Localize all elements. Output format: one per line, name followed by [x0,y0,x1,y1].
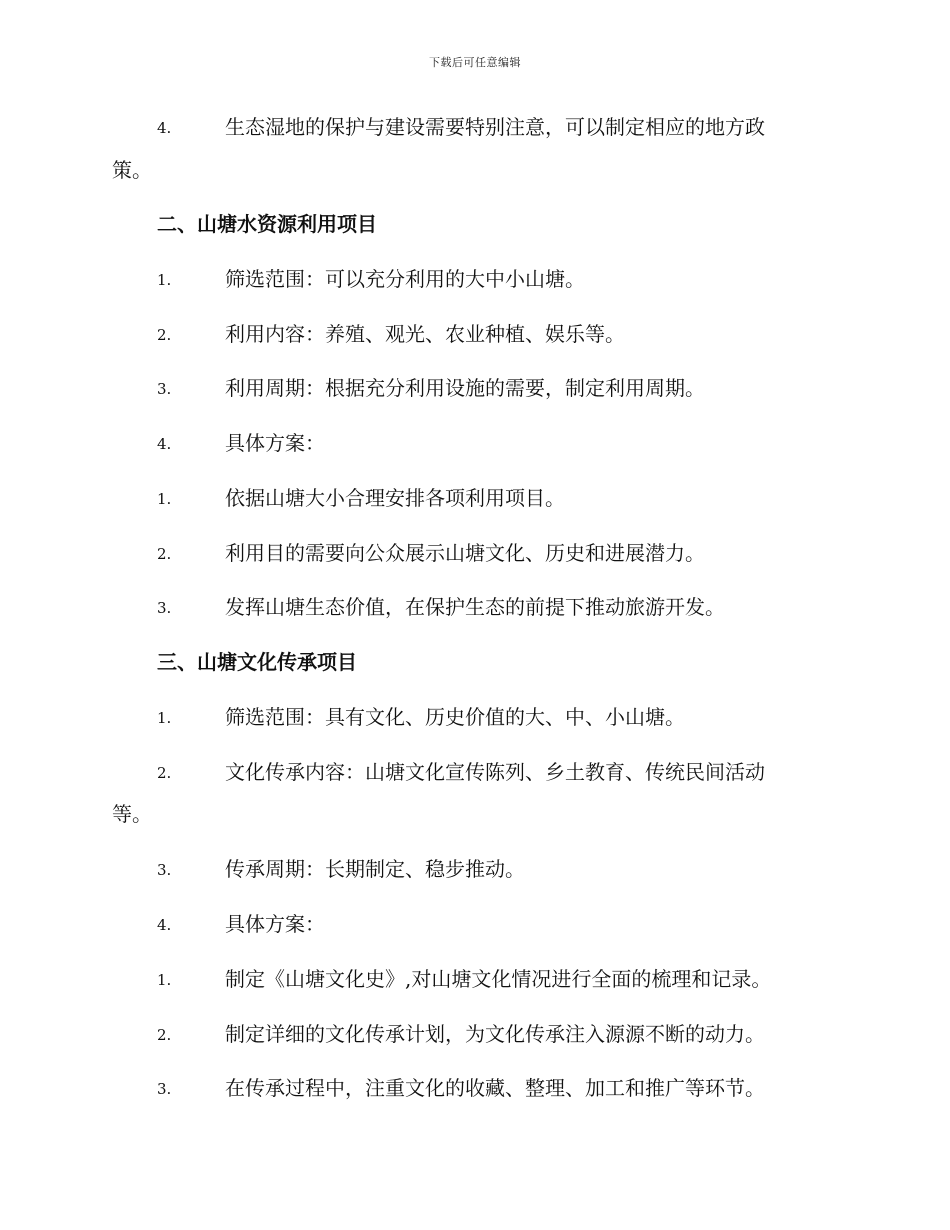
list-number: 2. [157,764,172,782]
list-number: 4. [157,435,172,453]
list-text: 利用周期：根据充分利用设施的需要，制定利用周期。 [225,376,705,400]
list-number: 3. [157,861,172,879]
list-text: 具体方案： [225,912,325,936]
page-header: 下载后可任意编辑 [429,56,521,69]
list-text: 利用内容：养殖、观光、农业种植、娱乐等。 [225,322,625,346]
list-text-continuation: 等。 [112,802,152,826]
list-number: 2. [157,326,172,344]
list-text: 制定《山塘文化史》,对山塘文化情况进行全面的梳理和记录。 [225,967,772,991]
list-text-continuation: 策。 [112,158,152,182]
list-text: 生态湿地的保护与建设需要特别注意，可以制定相应的地方政 [225,115,765,139]
list-text: 制定详细的文化传承计划，为文化传承注入源源不断的动力。 [225,1022,765,1046]
list-text: 传承周期：长期制定、稳步推动。 [225,857,525,881]
list-text: 在传承过程中，注重文化的收藏、整理、加工和推广等环节。 [225,1076,765,1100]
list-text: 文化传承内容：山塘文化宣传陈列、乡土教育、传统民间活动 [225,760,765,784]
list-number: 1. [157,971,172,989]
list-text: 依据山塘大小合理安排各项利用项目。 [225,486,565,510]
list-number: 3. [157,599,172,617]
list-number: 3. [157,380,172,398]
list-number: 1. [157,709,172,727]
list-number: 2. [157,545,172,563]
list-text: 筛选范围：具有文化、历史价值的大、中、小山塘。 [225,705,685,729]
list-text: 筛选范围：可以充分利用的大中小山塘。 [225,267,585,291]
list-number: 3. [157,1080,172,1098]
list-text: 具体方案： [225,431,325,455]
list-text: 利用目的需要向公众展示山塘文化、历史和进展潜力。 [225,541,705,565]
list-number: 4. [157,119,172,137]
section-heading-text: 二、山塘水资源利用项目 [157,212,377,236]
list-number: 2. [157,1026,172,1044]
list-number: 1. [157,271,172,289]
list-text: 发挥山塘生态价值，在保护生态的前提下推动旅游开发。 [225,595,725,619]
list-number: 1. [157,490,172,508]
list-number: 4. [157,916,172,934]
section-heading-text: 三、山塘文化传承项目 [157,650,357,674]
